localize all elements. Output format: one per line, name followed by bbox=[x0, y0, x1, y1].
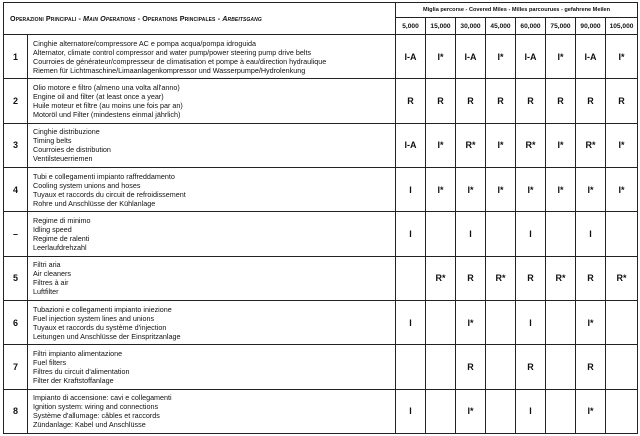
interval-header-1: 15,000 bbox=[426, 18, 456, 35]
interval-cell bbox=[486, 212, 516, 256]
interval-cell: R bbox=[486, 79, 516, 123]
interval-cell: R bbox=[576, 256, 606, 300]
operation-description bbox=[28, 167, 396, 211]
description-line: Fuel injection system lines and unions bbox=[33, 313, 155, 323]
description-line: Courroies de générateur/compresseur de climatisation et pompe à eau/direction hydraulique bbox=[33, 56, 327, 66]
interval-cell bbox=[396, 345, 426, 389]
row-number: 7 bbox=[4, 345, 28, 389]
interval-cell: I bbox=[456, 212, 486, 256]
interval-cell bbox=[546, 389, 576, 433]
row-number: 6 bbox=[4, 300, 28, 344]
interval-cell: I bbox=[396, 167, 426, 211]
interval-header-6: 90,000 bbox=[576, 18, 606, 35]
description-line: Cinghie distribuzione bbox=[33, 127, 100, 137]
interval-cell: I* bbox=[486, 167, 516, 211]
description-line: Tuyaux et raccords du circuit de refroidissement bbox=[33, 189, 186, 199]
interval-cell: R bbox=[456, 256, 486, 300]
table-row bbox=[4, 389, 638, 433]
interval-cell: R bbox=[576, 79, 606, 123]
description-line: Huile moteur et filtre (au moins une fois par an) bbox=[33, 100, 183, 110]
table-row bbox=[4, 256, 638, 300]
description-line: Système d'allumage: câbles et raccords bbox=[33, 411, 160, 421]
operation-description bbox=[28, 123, 396, 167]
interval-cell: I bbox=[396, 212, 426, 256]
description-line: Tuyaux et raccords du système d'injection bbox=[33, 322, 167, 332]
interval-cell: I-A bbox=[396, 35, 426, 79]
operation-description bbox=[28, 345, 396, 389]
description-line: Leitungen und Anschlüsse der Einspritzanlage bbox=[33, 331, 181, 341]
interval-cell: I* bbox=[426, 167, 456, 211]
title-fr: Operations Principales bbox=[142, 14, 216, 23]
interval-cell: R* bbox=[516, 123, 546, 167]
interval-cell: I* bbox=[576, 300, 606, 344]
interval-cell: R bbox=[576, 345, 606, 389]
description-line: Filtres à air bbox=[33, 278, 69, 288]
interval-cell bbox=[396, 256, 426, 300]
title-it: Operazioni Principali bbox=[10, 14, 77, 23]
interval-cell: R bbox=[606, 79, 638, 123]
interval-cell: R bbox=[456, 345, 486, 389]
interval-cell: I* bbox=[606, 167, 638, 211]
interval-cell: I* bbox=[516, 167, 546, 211]
description-line: Riemen für Lichtmaschine/Limaanlagenkompressor und Wasserpumpe/Hydrolenkung bbox=[33, 65, 306, 75]
description-line: Idling speed bbox=[33, 224, 72, 234]
table-row bbox=[4, 300, 638, 344]
description-line: Courroies de distribution bbox=[33, 145, 111, 155]
interval-cell: R bbox=[516, 256, 546, 300]
miles-header: Miglia percorse - Covered Miles - Milles parcourues - gefahrene Meilen bbox=[396, 3, 638, 18]
interval-cell: R* bbox=[426, 256, 456, 300]
interval-cell: I* bbox=[546, 167, 576, 211]
description-line: Engine oil and filter (at least once a year) bbox=[33, 91, 164, 101]
description-line: Timing belts bbox=[33, 136, 72, 146]
interval-cell bbox=[606, 389, 638, 433]
header-row-top bbox=[4, 3, 638, 18]
row-number: 4 bbox=[4, 167, 28, 211]
description-line: Tubi e collegamenti impianto raffreddamento bbox=[33, 171, 175, 181]
interval-cell bbox=[606, 345, 638, 389]
description-line: Regime di minimo bbox=[33, 215, 91, 225]
operation-description bbox=[28, 389, 396, 433]
description-line: Filtri aria bbox=[33, 260, 61, 270]
description-line: Ventilsteuerriemen bbox=[33, 154, 93, 164]
description-line: Filter der Kraftstoffanlage bbox=[33, 375, 114, 385]
description-line: Cooling system unions and hoses bbox=[33, 180, 141, 190]
interval-cell: R bbox=[546, 79, 576, 123]
table-row bbox=[4, 35, 638, 79]
description-line: Zündanlage: Kabel und Anschlüsse bbox=[33, 420, 146, 430]
interval-cell: I* bbox=[486, 35, 516, 79]
interval-cell: R* bbox=[546, 256, 576, 300]
description-line: Regime de ralenti bbox=[33, 233, 90, 243]
interval-cell bbox=[546, 212, 576, 256]
interval-header-5: 75,000 bbox=[546, 18, 576, 35]
interval-cell bbox=[546, 345, 576, 389]
row-number: – bbox=[4, 212, 28, 256]
row-number: 3 bbox=[4, 123, 28, 167]
operation-description bbox=[28, 35, 396, 79]
maintenance-schedule-table bbox=[3, 2, 638, 434]
interval-cell: I* bbox=[576, 167, 606, 211]
table-row bbox=[4, 79, 638, 123]
row-number: 2 bbox=[4, 79, 28, 123]
interval-cell: I-A bbox=[576, 35, 606, 79]
interval-cell: I* bbox=[456, 389, 486, 433]
interval-cell: I bbox=[516, 300, 546, 344]
interval-header-7: 105,000 bbox=[606, 18, 638, 35]
description-line: Filtres du circuit d'alimentation bbox=[33, 366, 130, 376]
interval-cell: R* bbox=[576, 123, 606, 167]
interval-cell: I bbox=[516, 212, 546, 256]
interval-cell: I-A bbox=[516, 35, 546, 79]
description-line: Impianto di accensione: cavi e collegamenti bbox=[33, 393, 172, 403]
description-line: Tubazioni e collegamenti impianto iniezione bbox=[33, 304, 172, 314]
interval-cell: I* bbox=[606, 123, 638, 167]
interval-header-4: 60,000 bbox=[516, 18, 546, 35]
interval-cell bbox=[426, 300, 456, 344]
description-line: Motoröl und Filter (mindestens einmal jährlich) bbox=[33, 109, 181, 119]
interval-cell: I bbox=[396, 389, 426, 433]
table-row bbox=[4, 212, 638, 256]
operation-description bbox=[28, 300, 396, 344]
interval-cell: I* bbox=[426, 35, 456, 79]
interval-cell: R* bbox=[456, 123, 486, 167]
interval-cell: R bbox=[426, 79, 456, 123]
interval-cell: I* bbox=[456, 167, 486, 211]
description-line: Fuel filters bbox=[33, 357, 67, 367]
row-number: 8 bbox=[4, 389, 28, 433]
interval-cell: R* bbox=[606, 256, 638, 300]
interval-header-0: 5,000 bbox=[396, 18, 426, 35]
description-line: Leerlaufdrehzahl bbox=[33, 242, 87, 252]
row-number: 5 bbox=[4, 256, 28, 300]
interval-header-3: 45,000 bbox=[486, 18, 516, 35]
interval-cell: I bbox=[396, 300, 426, 344]
interval-cell: I bbox=[576, 212, 606, 256]
interval-cell: R* bbox=[486, 256, 516, 300]
description-line: Filtri impianto alimentazione bbox=[33, 348, 123, 358]
interval-cell: I* bbox=[606, 35, 638, 79]
title-de: Arbeitsgang bbox=[222, 14, 262, 23]
description-line: Alternator, climate control compressor and water pump/power steering pump drive belts bbox=[33, 47, 312, 57]
description-line: Cinghie alternatore/compressore AC e pompa acqua/pompa idroguida bbox=[33, 38, 256, 48]
description-line: Luftfilter bbox=[33, 287, 59, 297]
interval-cell: I* bbox=[546, 35, 576, 79]
interval-cell bbox=[606, 300, 638, 344]
operations-body bbox=[4, 35, 638, 434]
table-row bbox=[4, 123, 638, 167]
table-row bbox=[4, 345, 638, 389]
title-sep-3: - bbox=[215, 14, 223, 23]
interval-cell: I* bbox=[576, 389, 606, 433]
interval-cell: I-A bbox=[456, 35, 486, 79]
interval-header-2: 30,000 bbox=[456, 18, 486, 35]
interval-cell bbox=[486, 345, 516, 389]
interval-cell bbox=[426, 345, 456, 389]
operation-description bbox=[28, 79, 396, 123]
interval-cell bbox=[426, 389, 456, 433]
interval-cell: R bbox=[516, 79, 546, 123]
operations-header bbox=[4, 3, 396, 35]
interval-cell bbox=[486, 300, 516, 344]
description-line: Air cleaners bbox=[33, 269, 71, 279]
interval-cell bbox=[486, 389, 516, 433]
interval-cell: I bbox=[516, 389, 546, 433]
description-line: Olio motore e filtro (almeno una volta all'anno) bbox=[33, 82, 180, 92]
interval-cell: R bbox=[456, 79, 486, 123]
title-sep-1: - bbox=[76, 14, 84, 23]
operation-description bbox=[28, 256, 396, 300]
interval-cell bbox=[426, 212, 456, 256]
row-number: 1 bbox=[4, 35, 28, 79]
interval-cell: I* bbox=[546, 123, 576, 167]
title-sep-2: - bbox=[135, 14, 143, 23]
interval-cell bbox=[606, 212, 638, 256]
description-line: Ignition system: wiring and connections bbox=[33, 402, 159, 412]
interval-cell: I* bbox=[456, 300, 486, 344]
table-row bbox=[4, 167, 638, 211]
title-en: Main Operations bbox=[83, 14, 136, 23]
interval-cell: R bbox=[516, 345, 546, 389]
interval-cell: I* bbox=[426, 123, 456, 167]
interval-cell bbox=[546, 300, 576, 344]
description-line: Rohre und Anschlüsse der Kühlanlage bbox=[33, 198, 156, 208]
interval-cell: I* bbox=[486, 123, 516, 167]
interval-cell: R bbox=[396, 79, 426, 123]
operation-description bbox=[28, 212, 396, 256]
interval-cell: I-A bbox=[396, 123, 426, 167]
